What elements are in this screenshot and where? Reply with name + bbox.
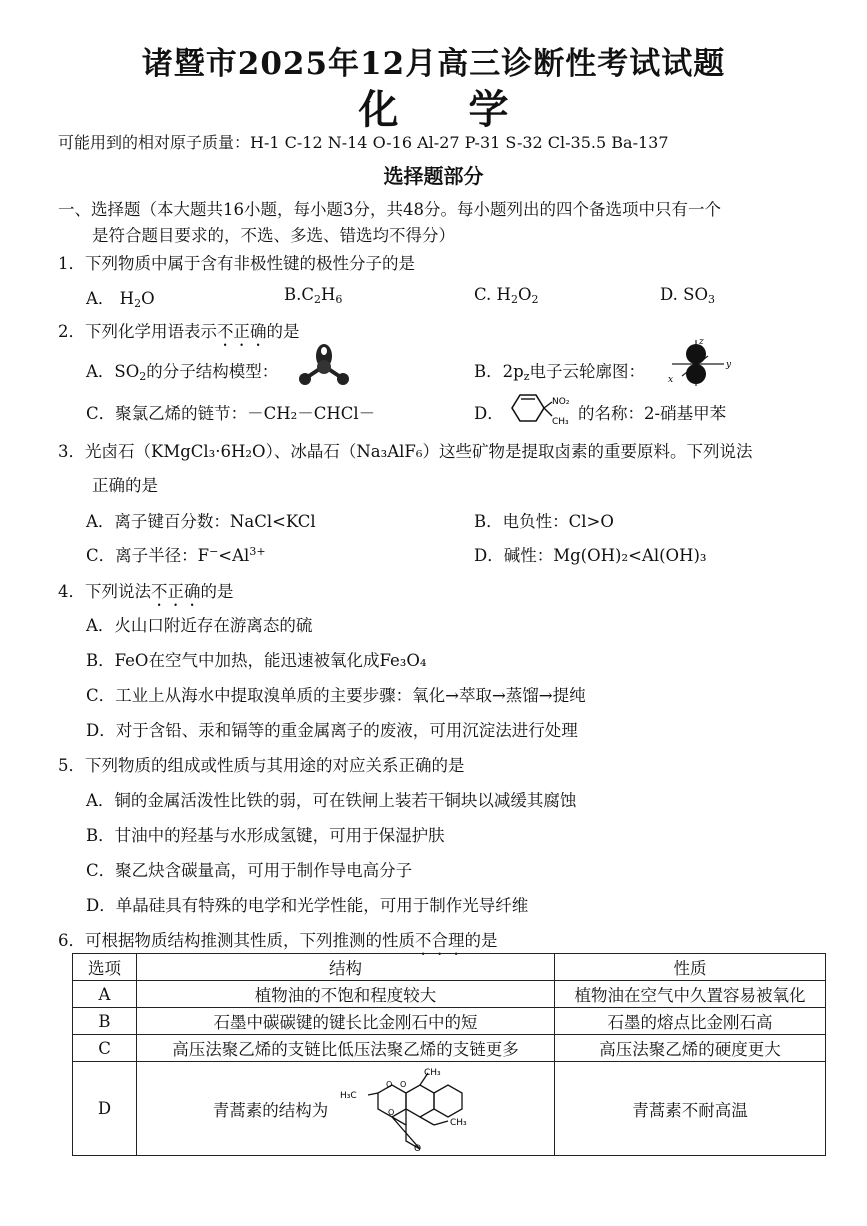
q5-option-d: D．单晶硅具有特殊的电学和光学性能，可用于制作光导纤维: [86, 896, 529, 915]
row-property: 高压法聚乙烯的硬度更大: [555, 1035, 826, 1062]
q6-stem: 6．可根据物质结构推测其性质，下列推测的性质不合理的是: [58, 931, 498, 950]
svg-text:O: O: [400, 1079, 407, 1089]
svg-text:O: O: [414, 1143, 422, 1153]
svg-text:CH₃: CH₃: [424, 1067, 441, 1078]
so2-model-image: [294, 342, 356, 388]
table-row: [73, 981, 826, 1008]
row-structure: 青蒿素的结构为: [212, 1100, 329, 1120]
row-property: 石墨的熔点比金刚石高: [555, 1008, 826, 1035]
q4-option-b: B．FeO在空气中加热，能迅速被氧化成Fe₃O₄: [86, 651, 427, 670]
q5-option-c: C．聚乙炔含碳量高，可用于制作导电高分子: [86, 861, 413, 880]
header-option: 选项: [73, 954, 137, 981]
q3-option-d: D．碱性：Mg(OH)₂<Al(OH)₃: [474, 546, 707, 565]
q1-option-b: $B.C_2H_6$: [284, 285, 343, 306]
2pz-orbital-image: [656, 336, 736, 388]
instructions-line-1: 一、选择题（本大题共16小题，每小题3分，共48分。每小题列出的四个备选项中只有一个: [58, 200, 721, 219]
instructions-line-2: 是符合题目要求的，不选、多选、错选均不得分）: [92, 226, 455, 245]
q1-option-c: C. $H_2O_2$: [474, 285, 539, 306]
row-option: A: [73, 981, 137, 1008]
table-row: [73, 1062, 826, 1156]
svg-text:CH₃: CH₃: [450, 1117, 467, 1128]
header-property: 性质: [555, 954, 826, 981]
svg-text:O: O: [388, 1107, 395, 1117]
q3-option-a: A．离子键百分数：NaCl<KCl: [86, 512, 316, 531]
q6-table: [72, 953, 826, 1156]
q2-option-b: B．$2p_z$电子云轮廓图：: [474, 362, 645, 383]
header-structure: 结构: [137, 954, 555, 981]
row-structure: 高压法聚乙烯的支链比低压法聚乙烯的支链更多: [137, 1035, 555, 1062]
atomic-masses: 可能用到的相对原子质量：H-1 C-12 N-14 O-16 Al-27 P-31 S-32 Cl-35.5 Ba-137: [58, 133, 669, 152]
row-structure: 植物油的不饱和程度较大: [137, 981, 555, 1008]
q3-stem-1: 3．光卤石（KMgCl₃·6H₂O）、冰晶石（Na₃AlF₆）这些矿物是提取卤素的重要原料。下列说法: [58, 442, 753, 461]
ch3-label: CH₃: [552, 417, 569, 427]
table-row: [73, 1035, 826, 1062]
q4-option-d: D．对于含铅、汞和镉等的重金属离子的废液，可用沉淀法进行处理: [86, 721, 578, 740]
row-option: D: [73, 1062, 137, 1156]
q4-option-a: A．火山口附近存在游离态的硫: [86, 616, 313, 635]
q5-option-a: A．铜的金属活泼性比铁的弱，可在铁闸上装若干铜块以减缓其腐蚀: [86, 791, 577, 810]
svg-text:y: y: [726, 360, 732, 370]
subject-title: 化学: [358, 86, 579, 133]
q3-stem-2: 正确的是: [92, 476, 158, 495]
q4-stem: 4．下列说法不正确的是: [58, 582, 234, 601]
row-structure-cell: [137, 1062, 555, 1156]
row-structure: 石墨中碳碳键的键长比金刚石中的短: [137, 1008, 555, 1035]
q2-option-d-label: D．: [474, 404, 504, 423]
q3-option-c: C．离子半径：$F^-<Al^{3+}$: [86, 545, 266, 565]
row-property: 植物油在空气中久置容易被氧化: [555, 981, 826, 1008]
nitrotoluene-structure: [500, 388, 574, 428]
svg-text:H₃C: H₃C: [340, 1090, 357, 1101]
q2-option-d-text: 的名称：2-硝基甲苯: [578, 404, 727, 423]
row-property: 青蒿素不耐高温: [555, 1062, 826, 1156]
q5-stem: 5．下列物质的组成或性质与其用途的对应关系正确的是: [58, 756, 465, 775]
q1-option-d: D. $SO_3$: [660, 285, 715, 306]
q1-option-a: A． $H_2O$: [86, 289, 155, 310]
table-header-row: [73, 954, 826, 981]
q2-option-a: A．$SO_2$的分子结构模型：: [86, 362, 279, 383]
section-heading: 选择题部分: [383, 164, 484, 188]
row-option: B: [73, 1008, 137, 1035]
svg-text:O: O: [386, 1079, 393, 1089]
svg-text:z: z: [699, 337, 704, 347]
row-option: C: [73, 1035, 137, 1062]
q4-option-c: C．工业上从海水中提取溴单质的主要步骤：氧化→萃取→蒸馏→提纯: [86, 686, 586, 705]
q1-stem: 1．下列物质中属于含有非极性键的极性分子的是: [58, 254, 415, 273]
artemisinin-structure: [338, 1065, 478, 1153]
svg-text:x: x: [668, 375, 674, 385]
table-row: [73, 1008, 826, 1035]
no2-label: NO₂: [552, 397, 570, 407]
q3-option-b: B．电负性：Cl>O: [474, 512, 614, 531]
exam-title: 诸暨市2025年12月高三诊断性考试试题: [141, 46, 726, 82]
q2-stem: 2．下列化学用语表示不正确的是: [58, 322, 300, 341]
q5-option-b: B．甘油中的羟基与水形成氢键，可用于保湿护肤: [86, 826, 445, 845]
q2-option-c: C．聚氯乙烯的链节：－CH₂－CHCl－: [86, 404, 376, 423]
